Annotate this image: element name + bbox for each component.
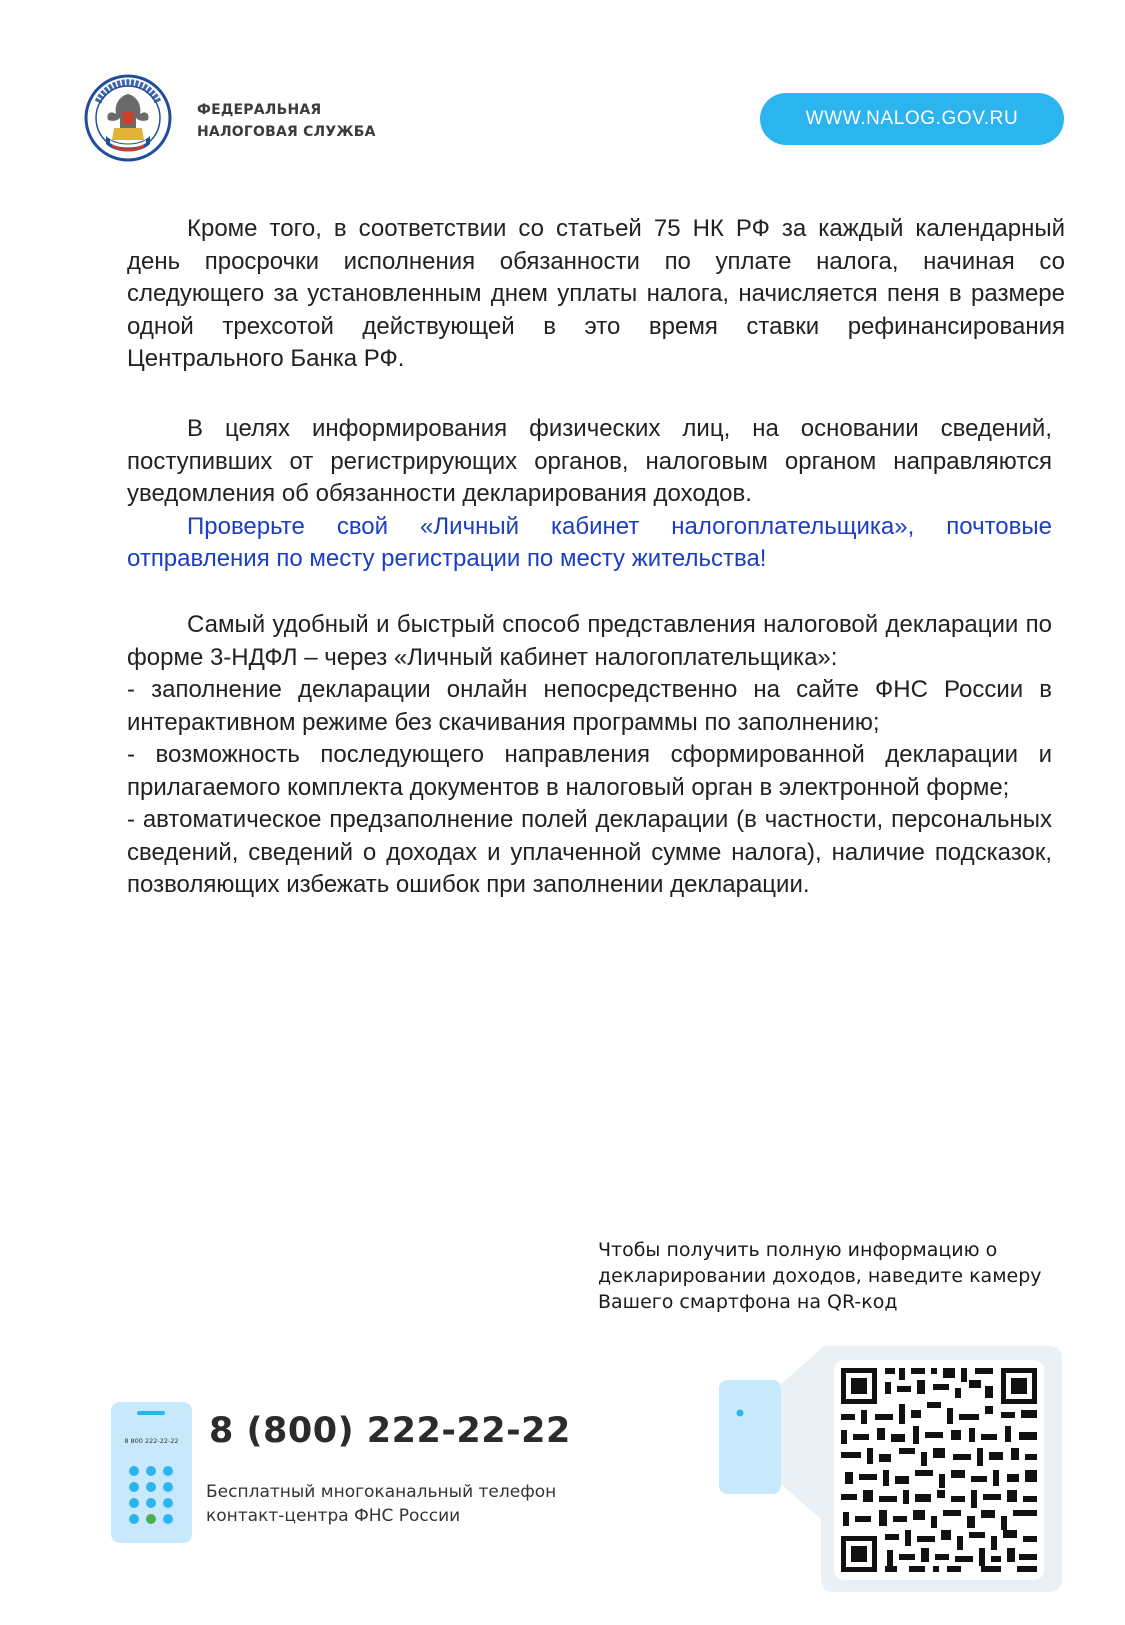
qr-caption-line1: Чтобы получить полную информацию о bbox=[598, 1239, 998, 1261]
paragraph-notifications-text: В целях информирования физических лиц, на основании сведений, поступивших от регистрирующих органов, налоговым органом направляются уведомления об обязанности декларирования доходов. bbox=[127, 415, 1052, 507]
bullet-item-electronic-send: - возможность последующего направления сформированной декларации и прилагаемого комплекта документов в налоговый орган в электронной форме; bbox=[127, 741, 1052, 801]
org-name-line2: НАЛОГОВАЯ СЛУЖБА bbox=[197, 124, 376, 140]
qr-caption-line3: Вашего смартфона на QR-код bbox=[598, 1291, 898, 1313]
org-name-line1: ФЕДЕРАЛЬНАЯ bbox=[197, 102, 322, 118]
fns-emblem-icon bbox=[84, 74, 172, 162]
hotline-description bbox=[206, 1480, 556, 1528]
highlight-check-cabinet: Проверьте свой «Личный кабинет налогоплательщика», почтовые отправления по месту регистрации по месту жительства! bbox=[127, 512, 1052, 572]
phone-icon bbox=[110, 1401, 193, 1544]
org-name bbox=[197, 99, 376, 143]
hotline-desc-line2: контакт-центра ФНС России bbox=[206, 1506, 461, 1526]
website-link-button[interactable]: WWW.NALOG.GOV.RU bbox=[760, 93, 1064, 145]
hotline-desc-line1: Бесплатный многоканальный телефон bbox=[206, 1482, 557, 1502]
paragraph-notifications bbox=[127, 413, 1052, 576]
paragraph-penalty bbox=[127, 213, 1065, 376]
bullet-item-prefill: - автоматическое предзаполнение полей декларации (в частности, персональных сведений, сведений о доходах и уплаченной сумме налога), наличие подсказок, позволяющих избежать ошибок при заполнении декларации. bbox=[127, 806, 1052, 898]
bullet-item-online-fill: - заполнение декларации онлайн непосредственно на сайте ФНС России в интерактивном режиме без скачивания программы по заполнению; bbox=[127, 676, 1052, 736]
paragraph-penalty-text: Кроме того, в соответствии со статьей 75 НК РФ за каждый календарный день просрочки исполнения обязанности по уплате налога, начиная со следующего за установленным днем уплаты налога, начисляется пеня в размере одной трехсотой действующей в это время ставки рефинансирования Центрального Банка РФ. bbox=[127, 215, 1065, 372]
paragraph-declaration-methods bbox=[127, 609, 1052, 902]
qr-code-icon[interactable] bbox=[719, 1344, 1064, 1594]
qr-caption bbox=[598, 1237, 1078, 1315]
hotline-number[interactable]: 8 (800) 222-22-22 bbox=[209, 1411, 571, 1451]
qr-caption-line2: декларировании доходов, наведите камеру bbox=[598, 1265, 1042, 1287]
phone-screen-number: 8 800 222-22-22 bbox=[124, 1437, 179, 1445]
paragraph-declaration-intro: Самый удобный и быстрый способ представления налоговой декларации по форме 3-НДФЛ – через «Личный кабинет налогоплательщика»: bbox=[127, 611, 1052, 671]
